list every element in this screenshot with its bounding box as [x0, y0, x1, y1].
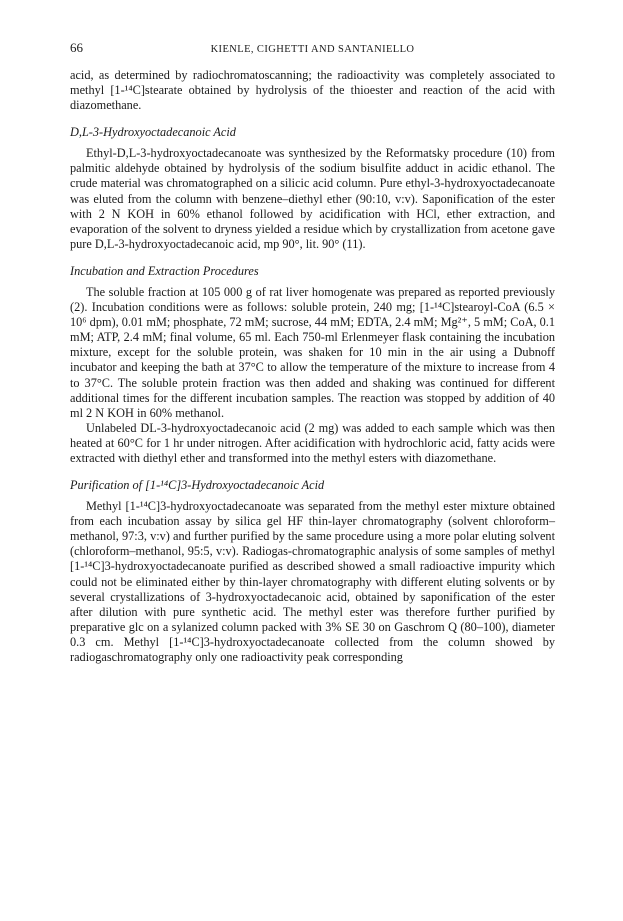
- paragraph-incubation: The soluble fraction at 105 000 g of rat liver homogenate was prepared as reported previously (2). Incubation conditions were as follows: soluble protein, 240 mg; [1-¹⁴C]stearoyl-CoA (6.5 × 10⁶ dpm), 0.01 mM; phosphate, 72 mM; sucrose, 44 mM; EDTA, 2.4 mM; Mg²⁺, 5 mM; CoA, 0.1 mM; ATP, 2.4 mM; final volume, 65 ml. Each 750-ml Erlenmeyer flask containing the incubation mixture, except for the soluble protein, was shaken for 10 min in the air using a Dubnoff incubator and keeping the bath at 37°C to allow the temperature of the mixture to increase from 4 to 37°C. The soluble protein fraction was then added and shaking was continued for different additional times for the different incubation samples. The reaction was stopped by addition of 40 ml 2 N KOH in 60% methanol.: [70, 284, 555, 420]
- section-heading-hydroxyoctadecanoic-acid: D,L-3-Hydroxyoctadecanoic Acid: [70, 125, 236, 140]
- page-header: [70, 40, 555, 58]
- running-title: KIENLE, CIGHETTI AND SANTANIELLO: [210, 44, 415, 55]
- section-heading-incubation: Incubation and Extraction Procedures: [70, 263, 259, 278]
- intro-paragraph: acid, as determined by radiochromatoscanning; the radioactivity was completely associated to methyl [1-¹⁴C]stearate obtained by hydrolysis of the thioester and reaction of the acid with diazomethane.: [70, 68, 555, 113]
- paragraph-extraction: Unlabeled DL-3-hydroxyoctadecanoic acid (2 mg) was added to each sample which was then heated at 60°C for 1 hr under nitrogen. After acidification with hydrochloric acid, fatty acids were extracted with diethyl ether and transformed into the methyl esters with diazomethane.: [70, 420, 555, 465]
- page-number: 66: [70, 40, 83, 55]
- paragraph-purification: Methyl [1-¹⁴C]3-hydroxyoctadecanoate was separated from the methyl ester mixture obtained from each incubation assay by silica gel HF thin-layer chromatography (solvent chloroform–methanol, 97:3, v:v) and further purified by the same procedure using a more polar eluting solvent (chloroform–methanol, 95:5, v:v). Radiogas-chromatographic analysis of some samples of methyl [1-¹⁴C]3-hydroxyoctadecanoate purified as described showed a small radioactive impurity which could not be eliminated either by thin-layer chromatography with different eluting solvents or by several crystallizations of 3-hydroxyoctadecanoic acid, obtained by saponification of the ester after dilution with pure synthetic acid. The methyl ester was therefore further purified by preparative glc on a sylanized column packed with 3% SE 30 on Gaschrom Q (80–100), diameter 0.3 cm. Methyl [1-¹⁴C]3-hydroxyoctadecanoate collected from the column showed by radiogaschromatography only one radioactivity peak corresponding: [70, 499, 555, 664]
- section-heading-purification: Purification of [1-¹⁴C]3-Hydroxyoctadecanoic Acid: [70, 478, 325, 493]
- journal-page: [70, 40, 555, 665]
- paragraph-synthesis: Ethyl-D,L-3-hydroxyoctadecanoate was synthesized by the Reformatsky procedure (10) from palmitic aldehyde obtained by hydrolysis of the sodium bisulfite adduct in acidic ethanol. The crude material was chromatographed on a silicic acid column. Pure ethyl-3-hydroxyoctadecanoate was eluted from the column with benzene–diethyl ether (90:10, v:v). Saponification of the ester with 2 N KOH in 60% ethanol followed by acidification with HCl, ether extraction, and evaporation of the solvent to dryness yielded a residue which by crystallization from acetone gave pure D,L-3-hydroxyoctadecanoic acid, mp 90°, lit. 90° (11).: [70, 146, 555, 251]
